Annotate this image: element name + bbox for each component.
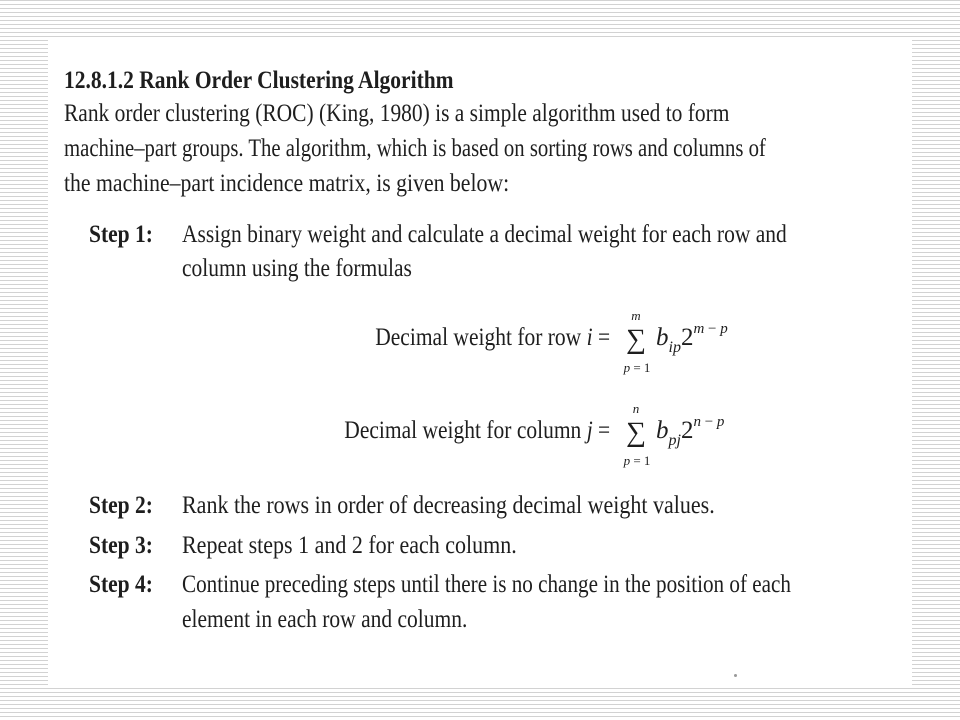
step-3-label: Step 3: — [89, 532, 153, 559]
row-summand: $b_{ip}2^{m - p}$ — [656, 321, 728, 356]
column-upper-limit: n — [632, 401, 640, 416]
column-lower-limit: p = 1 — [623, 453, 651, 468]
intro-line-2: machine–part groups. The algorithm, which is based on sorting rows and columns of — [64, 135, 766, 162]
summation-sign: ∑ — [626, 417, 646, 448]
section-heading: 12.8.1.2 Rank Order Clustering Algorithm — [64, 67, 454, 94]
print-speck — [734, 674, 737, 677]
step-4-line-1: Continue preceding steps until there is no change in the position of each — [182, 571, 791, 598]
step-1-label: Step 1: — [89, 221, 153, 248]
step-2-line-1: Rank the rows in order of decreasing decimal weight values. — [182, 492, 715, 519]
intro-line-1: Rank order clustering (ROC) (King, 1980) is a simple algorithm used to form — [64, 100, 730, 127]
step-4-line-2: element in each row and column. — [182, 606, 468, 633]
row-lower-limit: p = 1 — [623, 360, 651, 375]
step-1-line-1: Assign binary weight and calculate a decimal weight for each row and — [182, 221, 787, 248]
textbook-page — [48, 40, 912, 686]
column-formula-label: Decimal weight for column j = — [344, 417, 610, 444]
step-2-label: Step 2: — [89, 492, 153, 519]
row-upper-limit: m — [631, 308, 641, 323]
column-summand: $b_{pj}2^{n - p}$ — [656, 414, 725, 449]
column-weight-formula — [48, 401, 738, 481]
step-1-line-2: column using the formulas — [182, 255, 412, 282]
intro-line-3: the machine–part incidence matrix, is given below: — [64, 170, 510, 197]
step-3-line-1: Repeat steps 1 and 2 for each column. — [182, 532, 517, 559]
row-weight-formula — [48, 308, 738, 388]
step-4-label: Step 4: — [89, 571, 153, 598]
summation-sign: ∑ — [626, 324, 646, 355]
row-formula-label: Decimal weight for row i = — [375, 324, 610, 351]
